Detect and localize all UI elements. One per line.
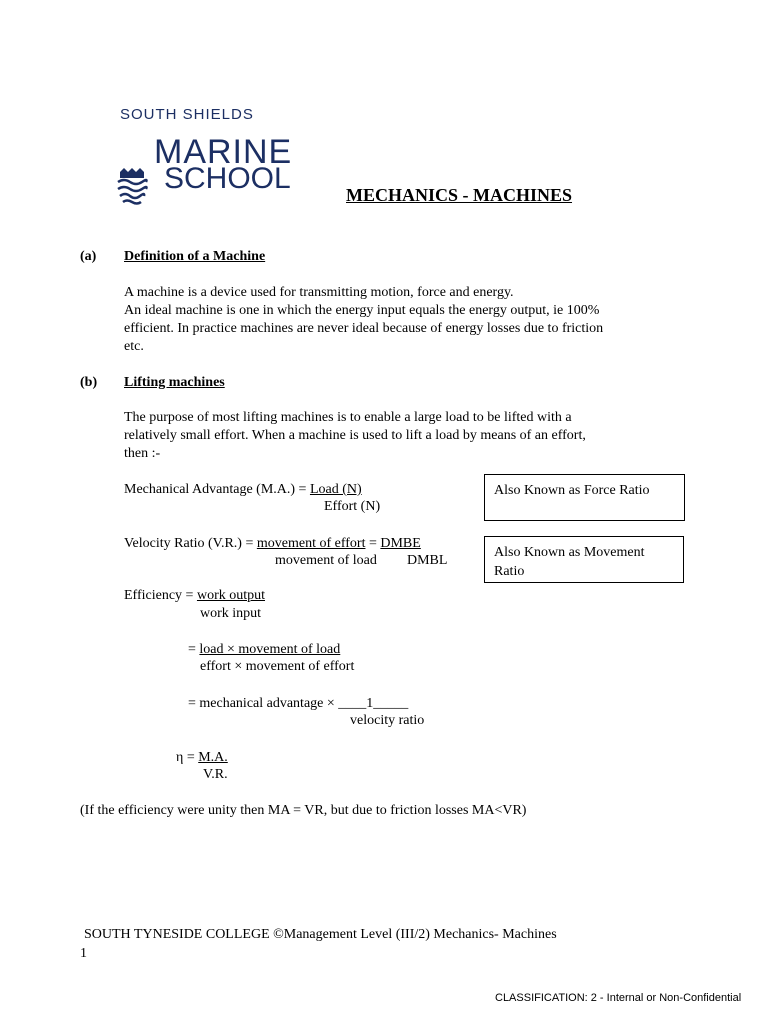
section-b-line: then :- [124, 446, 161, 461]
ma-denominator: Effort (N) [324, 499, 381, 514]
section-a-label: (a) [80, 249, 97, 264]
section-b-heading: Lifting machines [124, 375, 225, 390]
logo-line-1: SOUTH SHIELDS [120, 106, 254, 123]
efficiency-formula-3 [188, 695, 408, 713]
efficiency-numerator: work output [196, 588, 266, 603]
section-b-label: (b) [80, 375, 98, 390]
force-ratio-note: Also Known as Force Ratio [484, 474, 685, 521]
crown-wave-emblem-icon [114, 168, 150, 208]
efficiency-denominator: work input [200, 606, 262, 621]
ma-numerator: Load (N) [309, 482, 362, 497]
vr-numerator-2: DMBE [380, 536, 421, 551]
efficiency-prefix: Efficiency = [124, 588, 197, 603]
vr-formula [124, 535, 421, 553]
section-a-line: A machine is a device used for transmitting motion, force and energy. [124, 285, 514, 300]
classification-label: CLASSIFICATION: 2 - Internal or Non-Confidential [495, 992, 742, 1004]
efficiency-3-denominator: velocity ratio [350, 713, 425, 728]
efficiency-formula-2 [188, 641, 340, 659]
section-b-line: The purpose of most lifting machines is to enable a large load to be lifted with a [124, 410, 572, 425]
vr-equals: = [365, 536, 381, 551]
efficiency-2-denominator: effort × movement of effort [200, 659, 355, 674]
efficiency-note: (If the efficiency were unity then MA = VR, but due to friction losses MA<VR) [80, 803, 527, 818]
school-logo [106, 98, 293, 214]
vr-numerator: movement of effort [256, 536, 366, 551]
movement-ratio-note: Also Known as Movement Ratio [484, 536, 684, 583]
page-number: 1 [80, 946, 87, 961]
efficiency-3-numerator: ____1_____ [338, 696, 409, 711]
eta-denominator: V.R. [203, 767, 228, 782]
section-a-heading: Definition of a Machine [124, 249, 266, 264]
section-a-line: efficient. In practice machines are never ideal because of energy losses due to friction [124, 321, 604, 336]
ma-prefix: Mechanical Advantage (M.A.) = [124, 482, 310, 497]
efficiency-formula [124, 587, 265, 605]
vr-prefix: Velocity Ratio (V.R.) = [124, 536, 257, 551]
section-a-line: An ideal machine is one in which the energy input equals the energy output, ie 100% [124, 303, 600, 318]
vr-denominator: movement of load [275, 553, 377, 568]
efficiency-2-prefix: = [188, 642, 200, 657]
page-title: MECHANICS - MACHINES [346, 185, 573, 205]
section-a-line: etc. [124, 339, 144, 354]
logo-line-2: MARINE [154, 133, 293, 171]
vr-denominator-2: DMBL [407, 553, 448, 568]
ma-formula [124, 481, 362, 499]
eta-numerator: M.A. [198, 750, 228, 765]
efficiency-2-numerator: load × movement of load [199, 642, 341, 657]
eta-prefix: η = [176, 750, 199, 765]
eta-formula [176, 749, 228, 767]
logo-line-3: SCHOOL [164, 162, 291, 195]
section-b-line: relatively small effort. When a machine is used to lift a load by means of an effort, [124, 428, 586, 443]
footer-line: SOUTH TYNESIDE COLLEGE ©Management Level (III/2) Mechanics- Machines [84, 927, 557, 942]
efficiency-3-prefix: = mechanical advantage × [188, 696, 339, 711]
